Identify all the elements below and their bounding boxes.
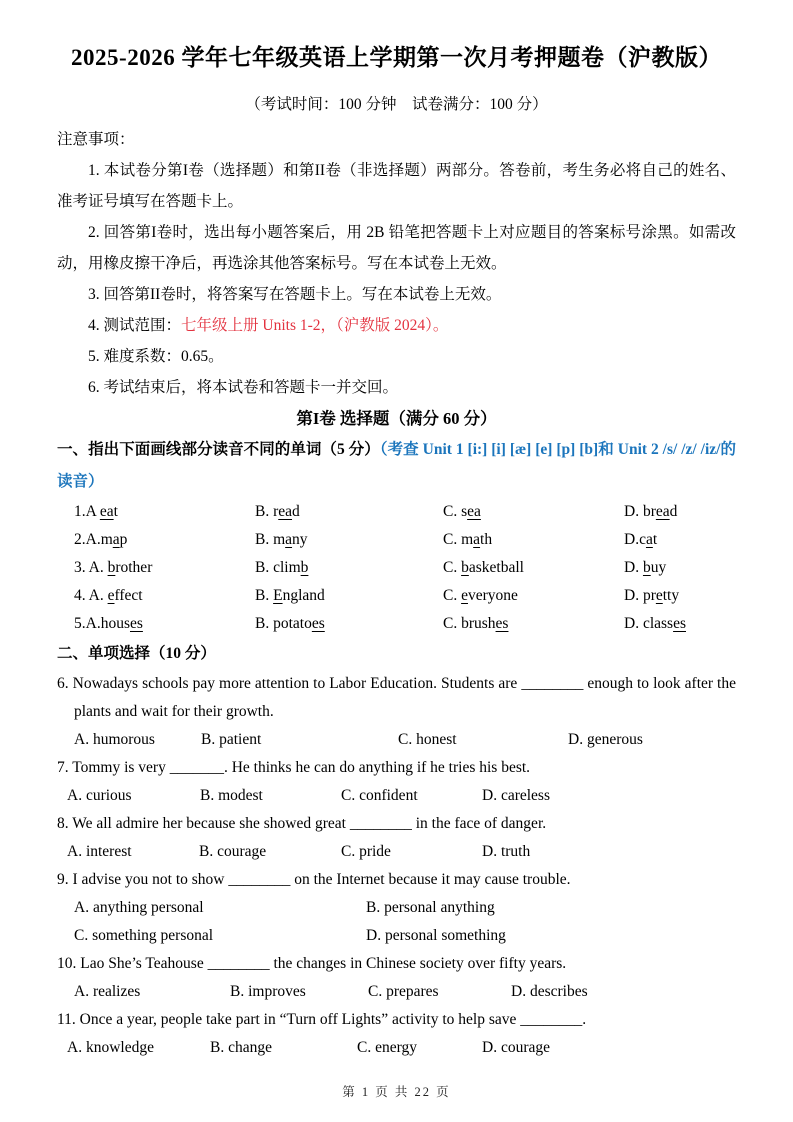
phonics-option: B. many <box>255 531 308 548</box>
option-label: A. curious <box>67 787 132 804</box>
section1-title <box>57 434 736 498</box>
option-label: A. realizes <box>74 983 141 1000</box>
page-title: 2025-2026 学年七年级英语上学期第一次月考押题卷（沪教版） <box>71 45 722 70</box>
phonics-option: B. potatoes <box>255 615 325 632</box>
underlined-letters: a <box>285 531 293 548</box>
phonics-option: 1.A eat <box>74 503 118 520</box>
underlined-letters: a <box>473 531 481 548</box>
page-footer: 第 1 页 共 22 页 <box>342 1085 451 1099</box>
section1-title-note: （考查 Unit 1 [i:] [i] [æ] [e] [p] [b]和 Unit 2 /s/ /z/ /iz/的读音） <box>57 441 736 490</box>
option-label: A. anything personal <box>74 899 204 916</box>
underlined-letters: ea <box>99 503 114 520</box>
option-label: D. personal something <box>366 927 506 944</box>
option-label: C. something personal <box>74 927 214 944</box>
underlined-letters: a <box>645 531 653 548</box>
question-list <box>57 670 736 1062</box>
phonics-row <box>57 582 736 610</box>
option-label: C. energy <box>357 1039 417 1056</box>
underlined-letters: E <box>273 587 283 604</box>
phonics-option: D. pretty <box>624 587 680 604</box>
phonics-row <box>57 554 736 582</box>
phonics-option: B. England <box>255 587 325 604</box>
option-label: D. describes <box>511 983 588 1000</box>
notice-section <box>57 124 736 403</box>
underlined-letters: e <box>461 587 468 604</box>
underlined-letters: ea <box>467 503 481 520</box>
phonics-option: 4. A. effect <box>74 587 143 604</box>
option-label: B. patient <box>201 731 262 748</box>
notice-item: 1. 本试卷分第I卷（选择题）和第II卷（非选择题）两部分。答卷前，考生务必将自己的姓名、准考证号填写在答题卡上。 <box>57 162 736 210</box>
exam-info-line: （考试时间：100 分钟 试卷满分：100 分） <box>245 96 548 113</box>
options-row <box>57 726 736 754</box>
phonics-option: B. climb <box>255 559 309 576</box>
question-stem: 6. Nowadays schools pay more attention to Labor Education. Students are ________ enough to look after the plants and wait for their growth. <box>57 675 736 720</box>
underlined-letters: b <box>107 559 116 576</box>
option-label: D. generous <box>568 731 643 748</box>
phonics-table <box>57 498 736 638</box>
phonics-row <box>57 610 736 638</box>
notice-item: 5. 难度系数：0.65。 <box>88 348 224 365</box>
option-label: C. pride <box>341 843 391 860</box>
phonics-row <box>57 526 736 554</box>
question <box>57 950 736 1006</box>
underlined-letters: ea <box>278 503 293 520</box>
option-label: C. prepares <box>368 983 439 1000</box>
section2-title: 二、单项选择（10 分） <box>57 645 216 662</box>
option-label: D. courage <box>482 1039 550 1056</box>
phonics-option: D. bread <box>624 503 678 520</box>
question-stem: 9. I advise you not to show ________ on the Internet because it may cause trouble. <box>57 871 571 888</box>
option-label: B. modest <box>200 787 263 804</box>
option-label: A. interest <box>67 843 132 860</box>
option-label: C. honest <box>398 731 457 748</box>
notice-item: 6. 考试结束后，将本试卷和答题卡一并交回。 <box>88 379 399 396</box>
option-label: A. humorous <box>74 731 155 748</box>
option-label: B. change <box>210 1039 272 1056</box>
options-row <box>57 894 736 922</box>
question-stem: 11. Once a year, people take part in “Turn off Lights” activity to help save ________. <box>57 1011 587 1028</box>
underlined-letters: a <box>112 531 120 548</box>
options-row <box>57 838 736 866</box>
phonics-option: D.cat <box>624 531 658 548</box>
phonics-option: 5.A.houses <box>74 615 143 632</box>
phonics-option: D. classes <box>624 615 686 632</box>
underlined-letters: e <box>107 587 115 604</box>
phonics-option: C. everyone <box>443 587 518 604</box>
options-row <box>57 1034 736 1062</box>
question <box>57 810 736 866</box>
question-stem: 8. We all admire her because she showed great ________ in the face of danger. <box>57 815 547 832</box>
option-label: D. truth <box>482 843 531 860</box>
question <box>57 866 736 950</box>
notice-heading: 注意事项： <box>57 131 135 148</box>
question <box>57 670 736 754</box>
question <box>57 1006 736 1062</box>
option-label: A. knowledge <box>67 1039 154 1056</box>
phonics-option: B. read <box>255 503 300 520</box>
option-label: D. careless <box>482 787 550 804</box>
phonics-row <box>57 498 736 526</box>
question-stem: 7. Tommy is very _______. He thinks he can do anything if he tries his best. <box>57 759 531 776</box>
underlined-letters: e <box>655 587 663 604</box>
phonics-option: 3. A. brother <box>74 559 153 576</box>
underlined-letters: b <box>642 559 651 576</box>
underlined-letters: es <box>673 615 686 632</box>
options-row <box>57 922 736 950</box>
phonics-option: C. math <box>443 531 493 548</box>
options-row <box>57 782 736 810</box>
underlined-letters: b <box>300 559 309 576</box>
test-scope-highlight: 七年级上册 Units 1-2，（沪教版 2024）。 <box>181 317 449 334</box>
underlined-letters: ea <box>655 503 670 520</box>
underlined-letters: b <box>461 559 469 576</box>
notice-item: 3. 回答第II卷时，将答案写在答题卡上。写在本试卷上无效。 <box>88 286 502 303</box>
phonics-option: D. buy <box>624 559 667 576</box>
phonics-option: 2.A.map <box>74 531 128 548</box>
phonics-option: C. basketball <box>443 559 524 576</box>
underlined-letters: es <box>495 615 509 632</box>
underlined-letters: es <box>129 615 143 632</box>
notice-item: 4. 测试范围：七年级上册 Units 1-2，（沪教版 2024）。 <box>88 317 449 334</box>
option-label: B. personal anything <box>366 899 495 916</box>
question <box>57 754 736 810</box>
phonics-option: C. brushes <box>443 615 509 632</box>
options-row <box>57 978 736 1006</box>
option-label: B. improves <box>230 983 306 1000</box>
section1-title-text: 一、指出下面画线部分读音不同的单词（5 分） <box>57 441 380 458</box>
option-label: C. confident <box>341 787 418 804</box>
phonics-option: C. sea <box>443 503 481 520</box>
notice-item: 2. 回答第I卷时，选出每小题答案后，用 2B 铅笔把答题卡上对应题目的答案标号涂黑。如需改动，用橡皮擦干净后，再选涂其他答案标号。写在本试卷上无效。 <box>57 224 736 272</box>
notice-list <box>57 155 736 403</box>
part1-heading: 第I卷 选择题（满分 60 分） <box>296 409 497 428</box>
underlined-letters: es <box>311 615 325 632</box>
question-stem: 10. Lao She’s Teahouse ________ the changes in Chinese society over fifty years. <box>57 955 567 972</box>
option-label: B. courage <box>199 843 267 860</box>
